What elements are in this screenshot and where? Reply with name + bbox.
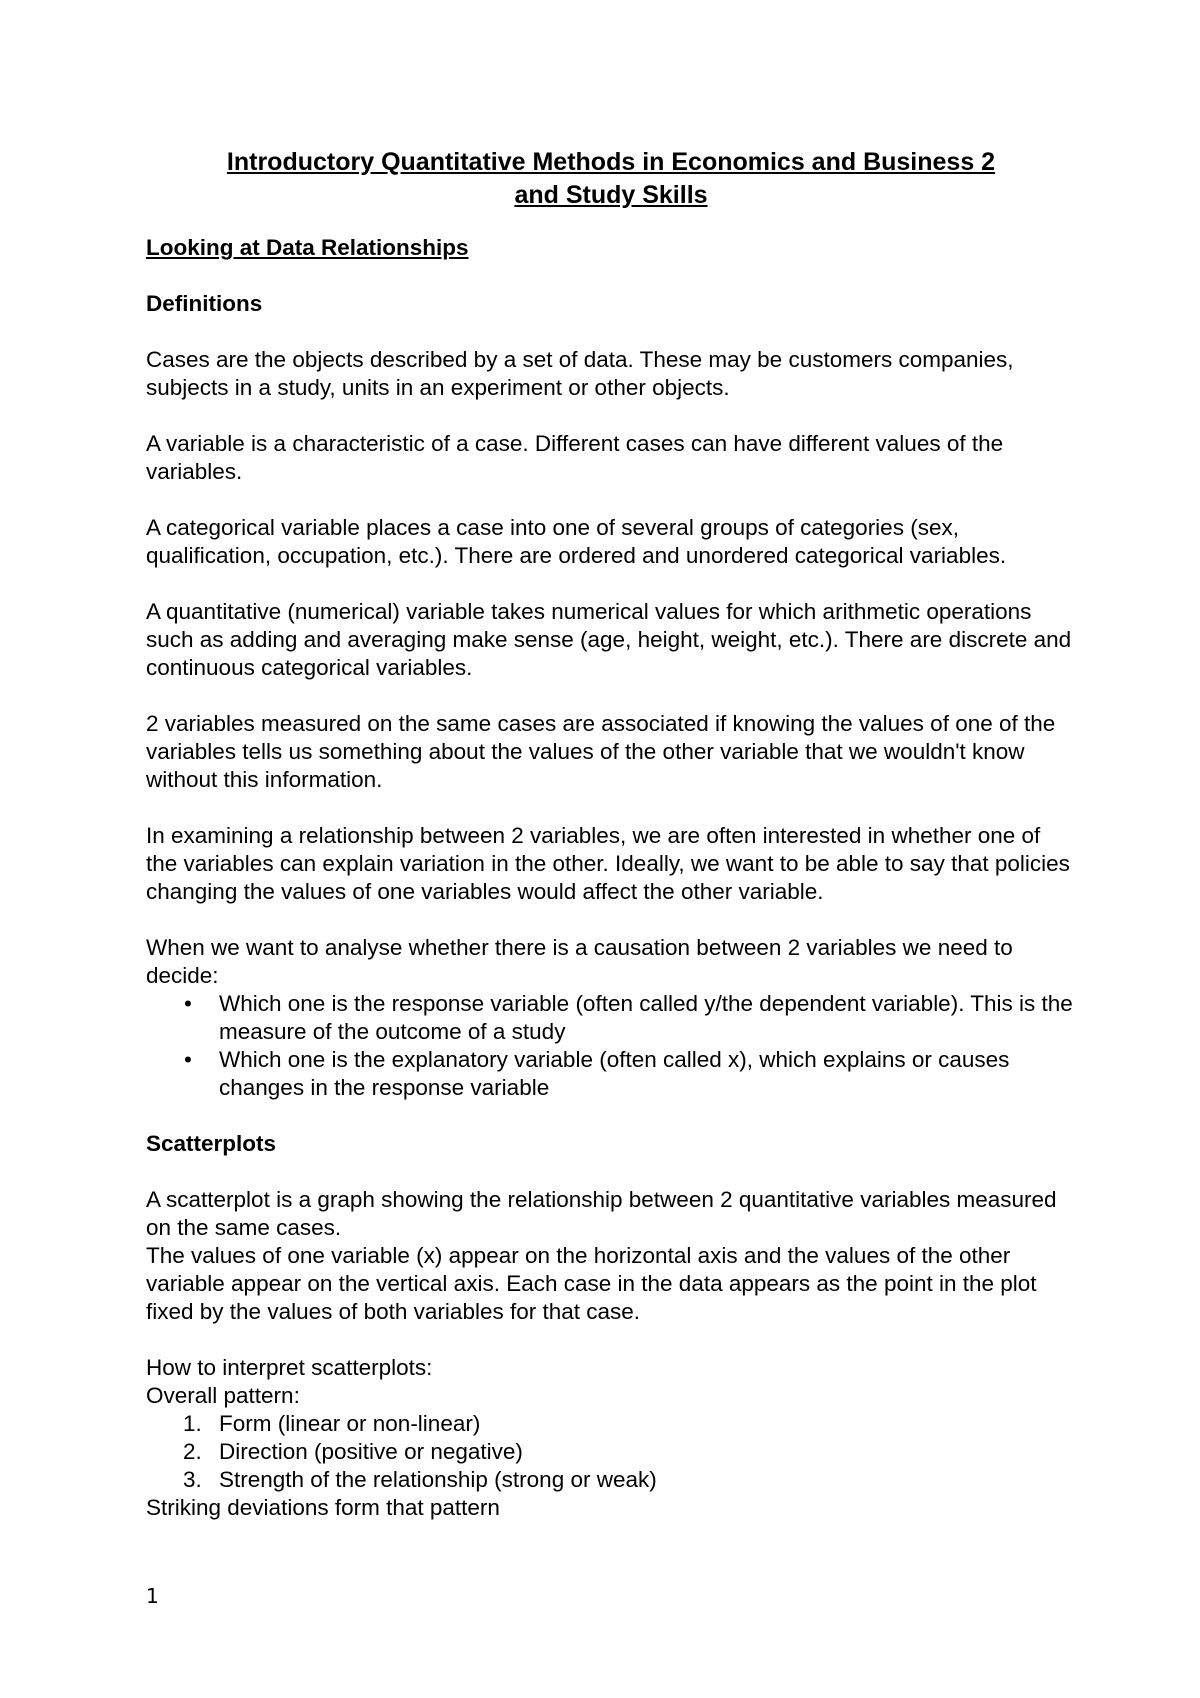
bullet-text-response: Which one is the response variable (often called y/the dependent variable). This is the measure of the outcome of a study bbox=[219, 991, 1073, 1044]
scatter-paragraph-2: The values of one variable (x) appear on the horizontal axis and the values of the other variable appear on the vertical axis. Each case in the data appears as the point in the plot fixed by the values of both variables for that case. bbox=[146, 1243, 1037, 1324]
list-item bbox=[146, 1438, 1076, 1466]
paragraph-cases: Cases are the objects described by a set of data. These may be customers companies, subjects in a study, units in an experiment or other objects. bbox=[146, 347, 1014, 400]
list-item bbox=[146, 1410, 1076, 1438]
list-number: 2. bbox=[183, 1439, 202, 1464]
pattern-numbered-list bbox=[146, 1410, 1076, 1494]
list-item bbox=[146, 990, 1076, 1046]
bullet-icon: • bbox=[184, 991, 192, 1016]
section-title: Looking at Data Relationships bbox=[146, 235, 469, 260]
list-item-text: Strength of the relationship (strong or weak) bbox=[219, 1467, 657, 1492]
definitions-heading: Definitions bbox=[146, 291, 263, 316]
list-item-text: Form (linear or non-linear) bbox=[219, 1411, 481, 1436]
bullet-text-explanatory: Which one is the explanatory variable (often called x), which explains or causes changes in the response variable bbox=[219, 1047, 1010, 1100]
title-line-2: and Study Skills bbox=[514, 181, 708, 209]
page-number: 1 bbox=[146, 1584, 159, 1608]
document-title bbox=[146, 146, 1076, 212]
causation-bullet-list bbox=[146, 990, 1076, 1102]
paragraph-variable: A variable is a characteristic of a case. Different cases can have different values of the variables. bbox=[146, 431, 1004, 484]
page-content bbox=[146, 146, 1076, 1522]
list-item bbox=[146, 1046, 1076, 1102]
closing-line: Striking deviations form that pattern bbox=[146, 1495, 500, 1520]
list-item bbox=[146, 1466, 1076, 1494]
paragraph-relationship: In examining a relationship between 2 variables, we are often interested in whether one of the variables can explain variation in the other. Ideally, we want to be able to say that policies changing the values of one variables would affect the other variable. bbox=[146, 823, 1070, 904]
scatterplots-heading: Scatterplots bbox=[146, 1131, 277, 1156]
paragraph-categorical: A categorical variable places a case into one of several groups of categories (sex, qualification, occupation, etc.). There are ordered and unordered categorical variables. bbox=[146, 515, 1007, 568]
list-item-text: Direction (positive or negative) bbox=[219, 1439, 523, 1464]
paragraph-causation: When we want to analyse whether there is a causation between 2 variables we need to decide: bbox=[146, 935, 1013, 988]
list-number: 3. bbox=[183, 1467, 202, 1492]
bullet-icon: • bbox=[184, 1047, 192, 1072]
scatter-paragraph-1: A scatterplot is a graph showing the relationship between 2 quantitative variables measured on the same cases. bbox=[146, 1187, 1057, 1240]
interpret-intro: How to interpret scatterplots: bbox=[146, 1355, 433, 1380]
list-number: 1. bbox=[183, 1411, 202, 1436]
title-line-1: Introductory Quantitative Methods in Economics and Business 2 bbox=[226, 148, 996, 176]
overall-pattern-label: Overall pattern: bbox=[146, 1383, 300, 1408]
paragraph-associated: 2 variables measured on the same cases are associated if knowing the values of one of the variables tells us something about the values of the other variable that we wouldn't know without this information. bbox=[146, 711, 1056, 792]
paragraph-quantitative: A quantitative (numerical) variable takes numerical values for which arithmetic operations such as adding and averaging make sense (age, height, weight, etc.). There are discrete and continuous categorical variables. bbox=[146, 599, 1072, 680]
